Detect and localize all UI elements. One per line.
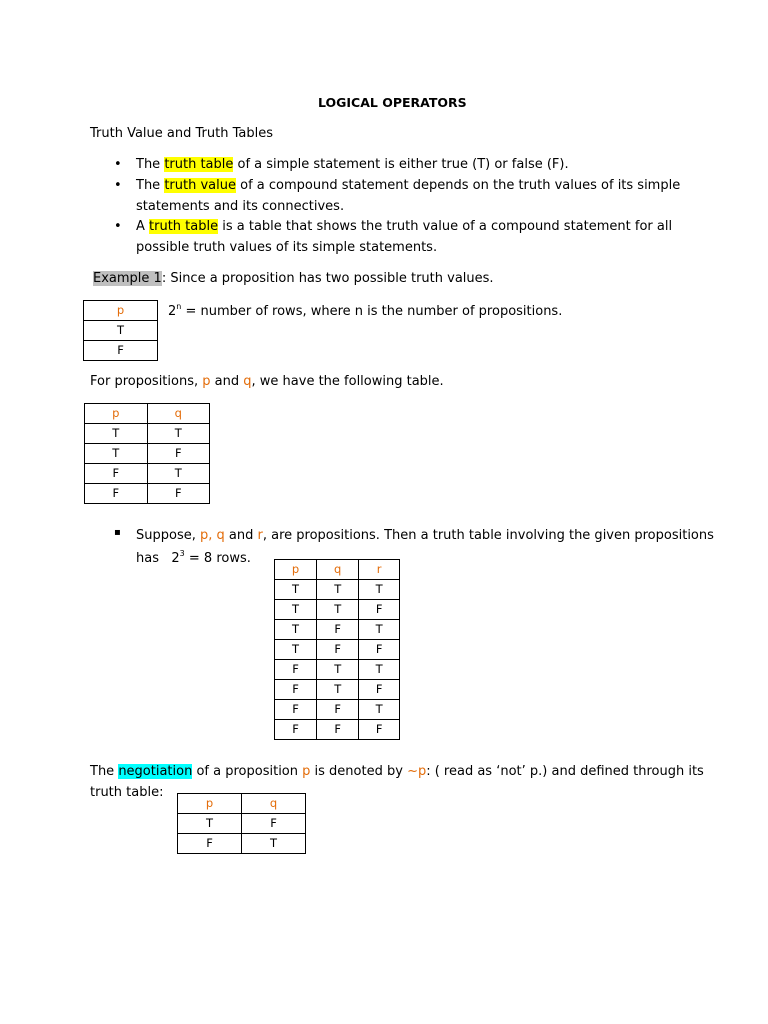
example-line — [93, 271, 494, 286]
para-text: has — [136, 551, 172, 566]
para-pq — [90, 374, 444, 389]
table-cell: F — [317, 640, 359, 660]
square-bullet: ▪ — [114, 527, 121, 538]
negation-line2: truth table: — [90, 785, 164, 800]
table-cell: F — [178, 834, 242, 854]
table-cell: F — [317, 720, 359, 740]
table-cell: F — [359, 720, 400, 740]
table-header-cell: p — [275, 560, 317, 580]
bullet-text: A — [136, 219, 150, 234]
table-cell: F — [317, 700, 359, 720]
para-text: , we have the following table. — [251, 374, 444, 389]
bullet-item-1 — [136, 157, 569, 172]
table-cell: F — [147, 444, 210, 464]
formula-base: 2 — [168, 304, 177, 319]
suppose-line1 — [136, 528, 714, 543]
formula-exponent: 3 — [179, 549, 185, 558]
bullet-text: The — [136, 157, 165, 172]
table-cell: F — [84, 341, 158, 361]
bullet-dot: • — [114, 157, 122, 172]
table-cell: T — [317, 680, 359, 700]
table-cell: T — [359, 620, 400, 640]
table-cell: F — [317, 620, 359, 640]
bullet-text: of a compound statement depends on the truth values of its simple — [235, 178, 681, 193]
para-text: and — [210, 374, 244, 389]
table-cell: F — [242, 814, 306, 834]
truth-table-pq — [84, 403, 210, 504]
bullet-dot: • — [114, 219, 122, 234]
suppose-line2 — [136, 549, 251, 566]
example-text: : Since a proposition has two possible truth values. — [161, 271, 494, 286]
table-cell: T — [275, 640, 317, 660]
table-header-cell: p — [84, 301, 158, 321]
bullet-item-2 — [136, 178, 680, 193]
var-p: p — [302, 764, 311, 779]
formula-rows — [168, 302, 562, 319]
var-q: q — [243, 374, 252, 389]
highlight-term: truth table — [164, 157, 234, 172]
table-header-cell: p — [85, 404, 148, 424]
table-header-cell: r — [359, 560, 400, 580]
table-cell: T — [242, 834, 306, 854]
table-header-cell: q — [242, 794, 306, 814]
highlight-term: truth table — [149, 219, 219, 234]
table-cell: T — [359, 660, 400, 680]
bullet-text: of a simple statement is either true (T) or false (F). — [233, 157, 569, 172]
section-subtitle: Truth Value and Truth Tables — [90, 126, 273, 141]
table-cell: T — [317, 580, 359, 600]
table-cell: F — [359, 640, 400, 660]
para-text: The — [90, 764, 119, 779]
table-header-cell: q — [147, 404, 210, 424]
table-cell: T — [147, 424, 210, 444]
para-text: = 8 rows. — [184, 551, 251, 566]
table-cell: T — [317, 660, 359, 680]
page-title: LOGICAL OPERATORS — [318, 95, 467, 110]
formula-text: = number of rows, where n is the number of propositions. — [181, 304, 563, 319]
highlight-term: truth value — [164, 178, 236, 193]
truth-table-negation — [177, 793, 306, 854]
table-cell: F — [359, 600, 400, 620]
highlight-term: negotiation — [118, 764, 193, 779]
table-cell: F — [275, 660, 317, 680]
para-text: Suppose, — [136, 528, 200, 543]
table-cell: F — [275, 720, 317, 740]
var-r: r — [257, 528, 263, 543]
table-cell: F — [275, 680, 317, 700]
table-cell: F — [275, 700, 317, 720]
table-cell: T — [359, 580, 400, 600]
bullet-text: is a table that shows the truth value of a compound statement for all — [218, 219, 673, 234]
table-cell: F — [359, 680, 400, 700]
var-pq: p, q — [199, 528, 225, 543]
para-text: For propositions, — [90, 374, 203, 389]
negation-line1 — [90, 764, 704, 779]
table-cell: T — [275, 580, 317, 600]
formula-base: 2 — [171, 551, 180, 566]
table-cell: T — [178, 814, 242, 834]
bullet-text: The — [136, 178, 165, 193]
table-cell: T — [85, 444, 148, 464]
table-cell: T — [317, 600, 359, 620]
para-text: : ( read as ‘not’ p.) and defined through its — [426, 764, 704, 779]
table-cell: T — [84, 321, 158, 341]
formula-exponent: n — [176, 302, 182, 311]
truth-table-pqr — [274, 559, 400, 740]
negation-symbol: ~p — [407, 764, 427, 779]
para-text: and — [224, 528, 258, 543]
table-cell: F — [147, 484, 210, 504]
bullet-item-3-line2: possible truth values of its simple statements. — [136, 240, 438, 255]
para-text: of a proposition — [192, 764, 303, 779]
table-header-cell: p — [178, 794, 242, 814]
table-cell: T — [359, 700, 400, 720]
para-text: is denoted by — [310, 764, 408, 779]
table-cell: F — [85, 484, 148, 504]
var-p: p — [202, 374, 211, 389]
truth-table-p — [83, 300, 158, 361]
bullet-item-2-line2: statements and its connectives. — [136, 199, 345, 214]
bullet-dot: • — [114, 178, 122, 193]
table-cell: F — [85, 464, 148, 484]
table-cell: T — [275, 600, 317, 620]
para-text: , are propositions. Then a truth table involving the given propositions — [262, 528, 714, 543]
table-cell: T — [275, 620, 317, 640]
table-cell: T — [85, 424, 148, 444]
example-label: Example 1 — [93, 271, 162, 286]
table-cell: T — [147, 464, 210, 484]
table-header-cell: q — [317, 560, 359, 580]
bullet-item-3 — [136, 219, 672, 234]
